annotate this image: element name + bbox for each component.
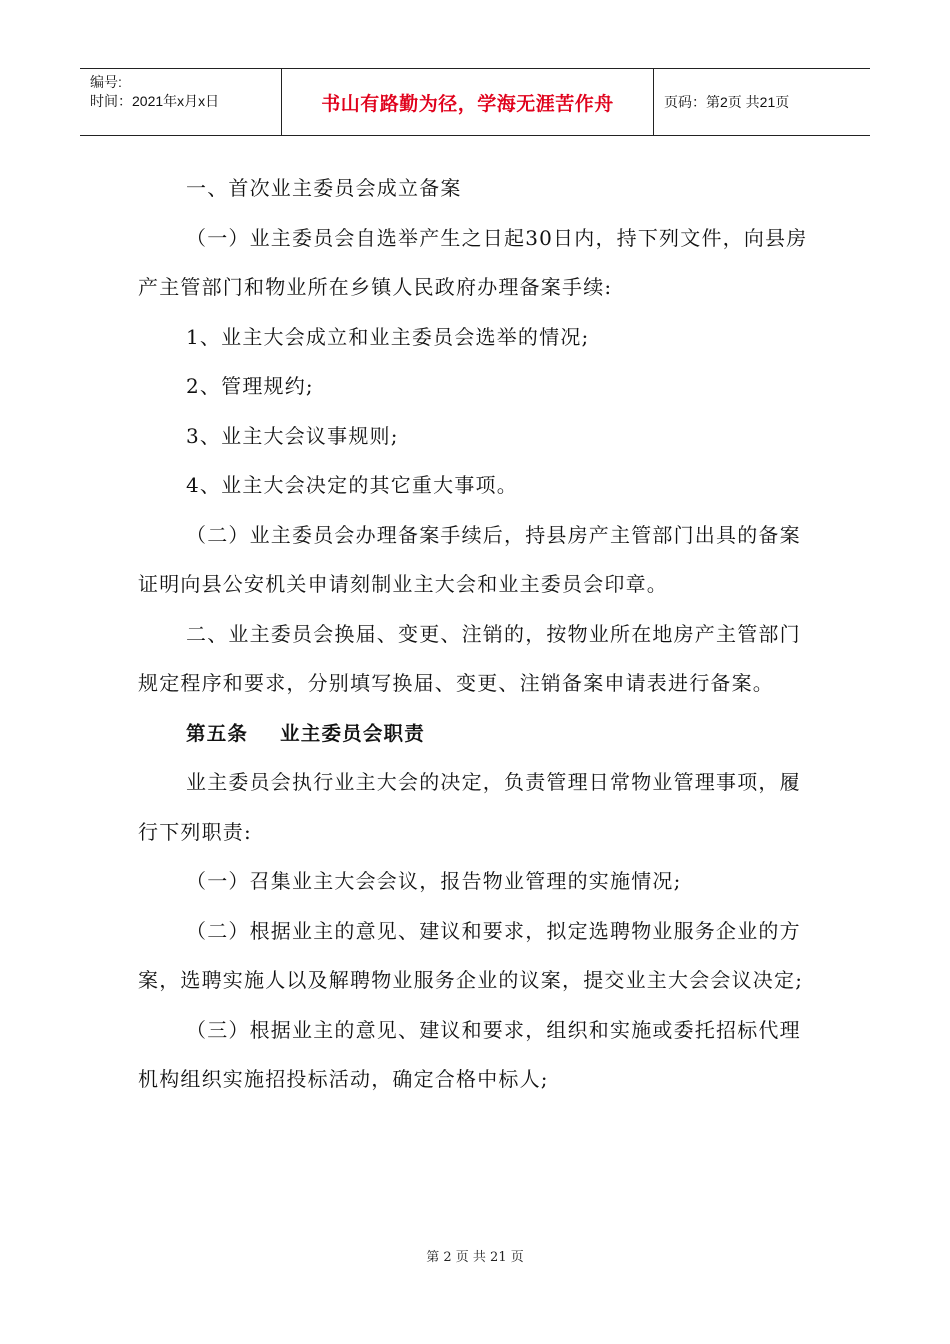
document-body xyxy=(138,164,818,1105)
header-motto: 书山有路勤为径，学海无涯苦作舟 xyxy=(321,92,614,115)
header-page-code: 页码：第2页 共21页 xyxy=(664,94,790,110)
body-paragraph: （二）业主委员会办理备案手续后，持县房产主管部门出具的备案证明向县公安机关申请刻制业主大会和业主委员会印章。 xyxy=(138,522,801,596)
article-heading: 第五条 业主委员会职责 xyxy=(186,721,425,745)
page-footer: 第 2 页 共 21 页 xyxy=(426,1250,524,1265)
header-meta-cell xyxy=(80,69,282,135)
body-paragraph: （一）业主委员会自选举产生之日起30日内，持下列文件，向县房产主管部门和物业所在乡镇人民政府办理备案手续: xyxy=(138,225,808,299)
list-item: （二）根据业主的意见、建议和要求，拟定选聘物业服务企业的方案，选聘实施人以及解聘物业服务企业的议案，提交业主大会会议决定; xyxy=(138,918,804,992)
document-header xyxy=(80,68,870,136)
section-heading: 二、业主委员会换届、变更、注销的，按物业所在地房产主管部门规定程序和要求，分别填写换届、变更、注销备案申请表进行备案。 xyxy=(138,621,801,695)
list-item: （三）根据业主的意见、建议和要求，组织和实施或委托招标代理机构组织实施招投标活动，确定合格中标人; xyxy=(138,1017,801,1091)
list-item: 4、业主大会决定的其它重大事项。 xyxy=(186,473,518,497)
document-number-label: 编号: xyxy=(90,74,122,90)
header-page-cell xyxy=(654,69,870,135)
document-date: 时间：2021年x月x日 xyxy=(90,93,220,109)
list-item: 1、业主大会成立和业主委员会选举的情况; xyxy=(186,324,590,349)
section-heading: 一、首次业主委员会成立备案 xyxy=(186,176,462,200)
body-paragraph: 业主委员会执行业主大会的决定，负责管理日常物业管理事项，履行下列职责: xyxy=(138,770,801,844)
header-motto-cell xyxy=(282,69,654,135)
list-item: 2、管理规约; xyxy=(186,374,314,398)
list-item: （一）召集业主大会会议，报告物业管理的实施情况; xyxy=(186,869,682,893)
list-item: 3、业主大会议事规则; xyxy=(186,423,399,448)
